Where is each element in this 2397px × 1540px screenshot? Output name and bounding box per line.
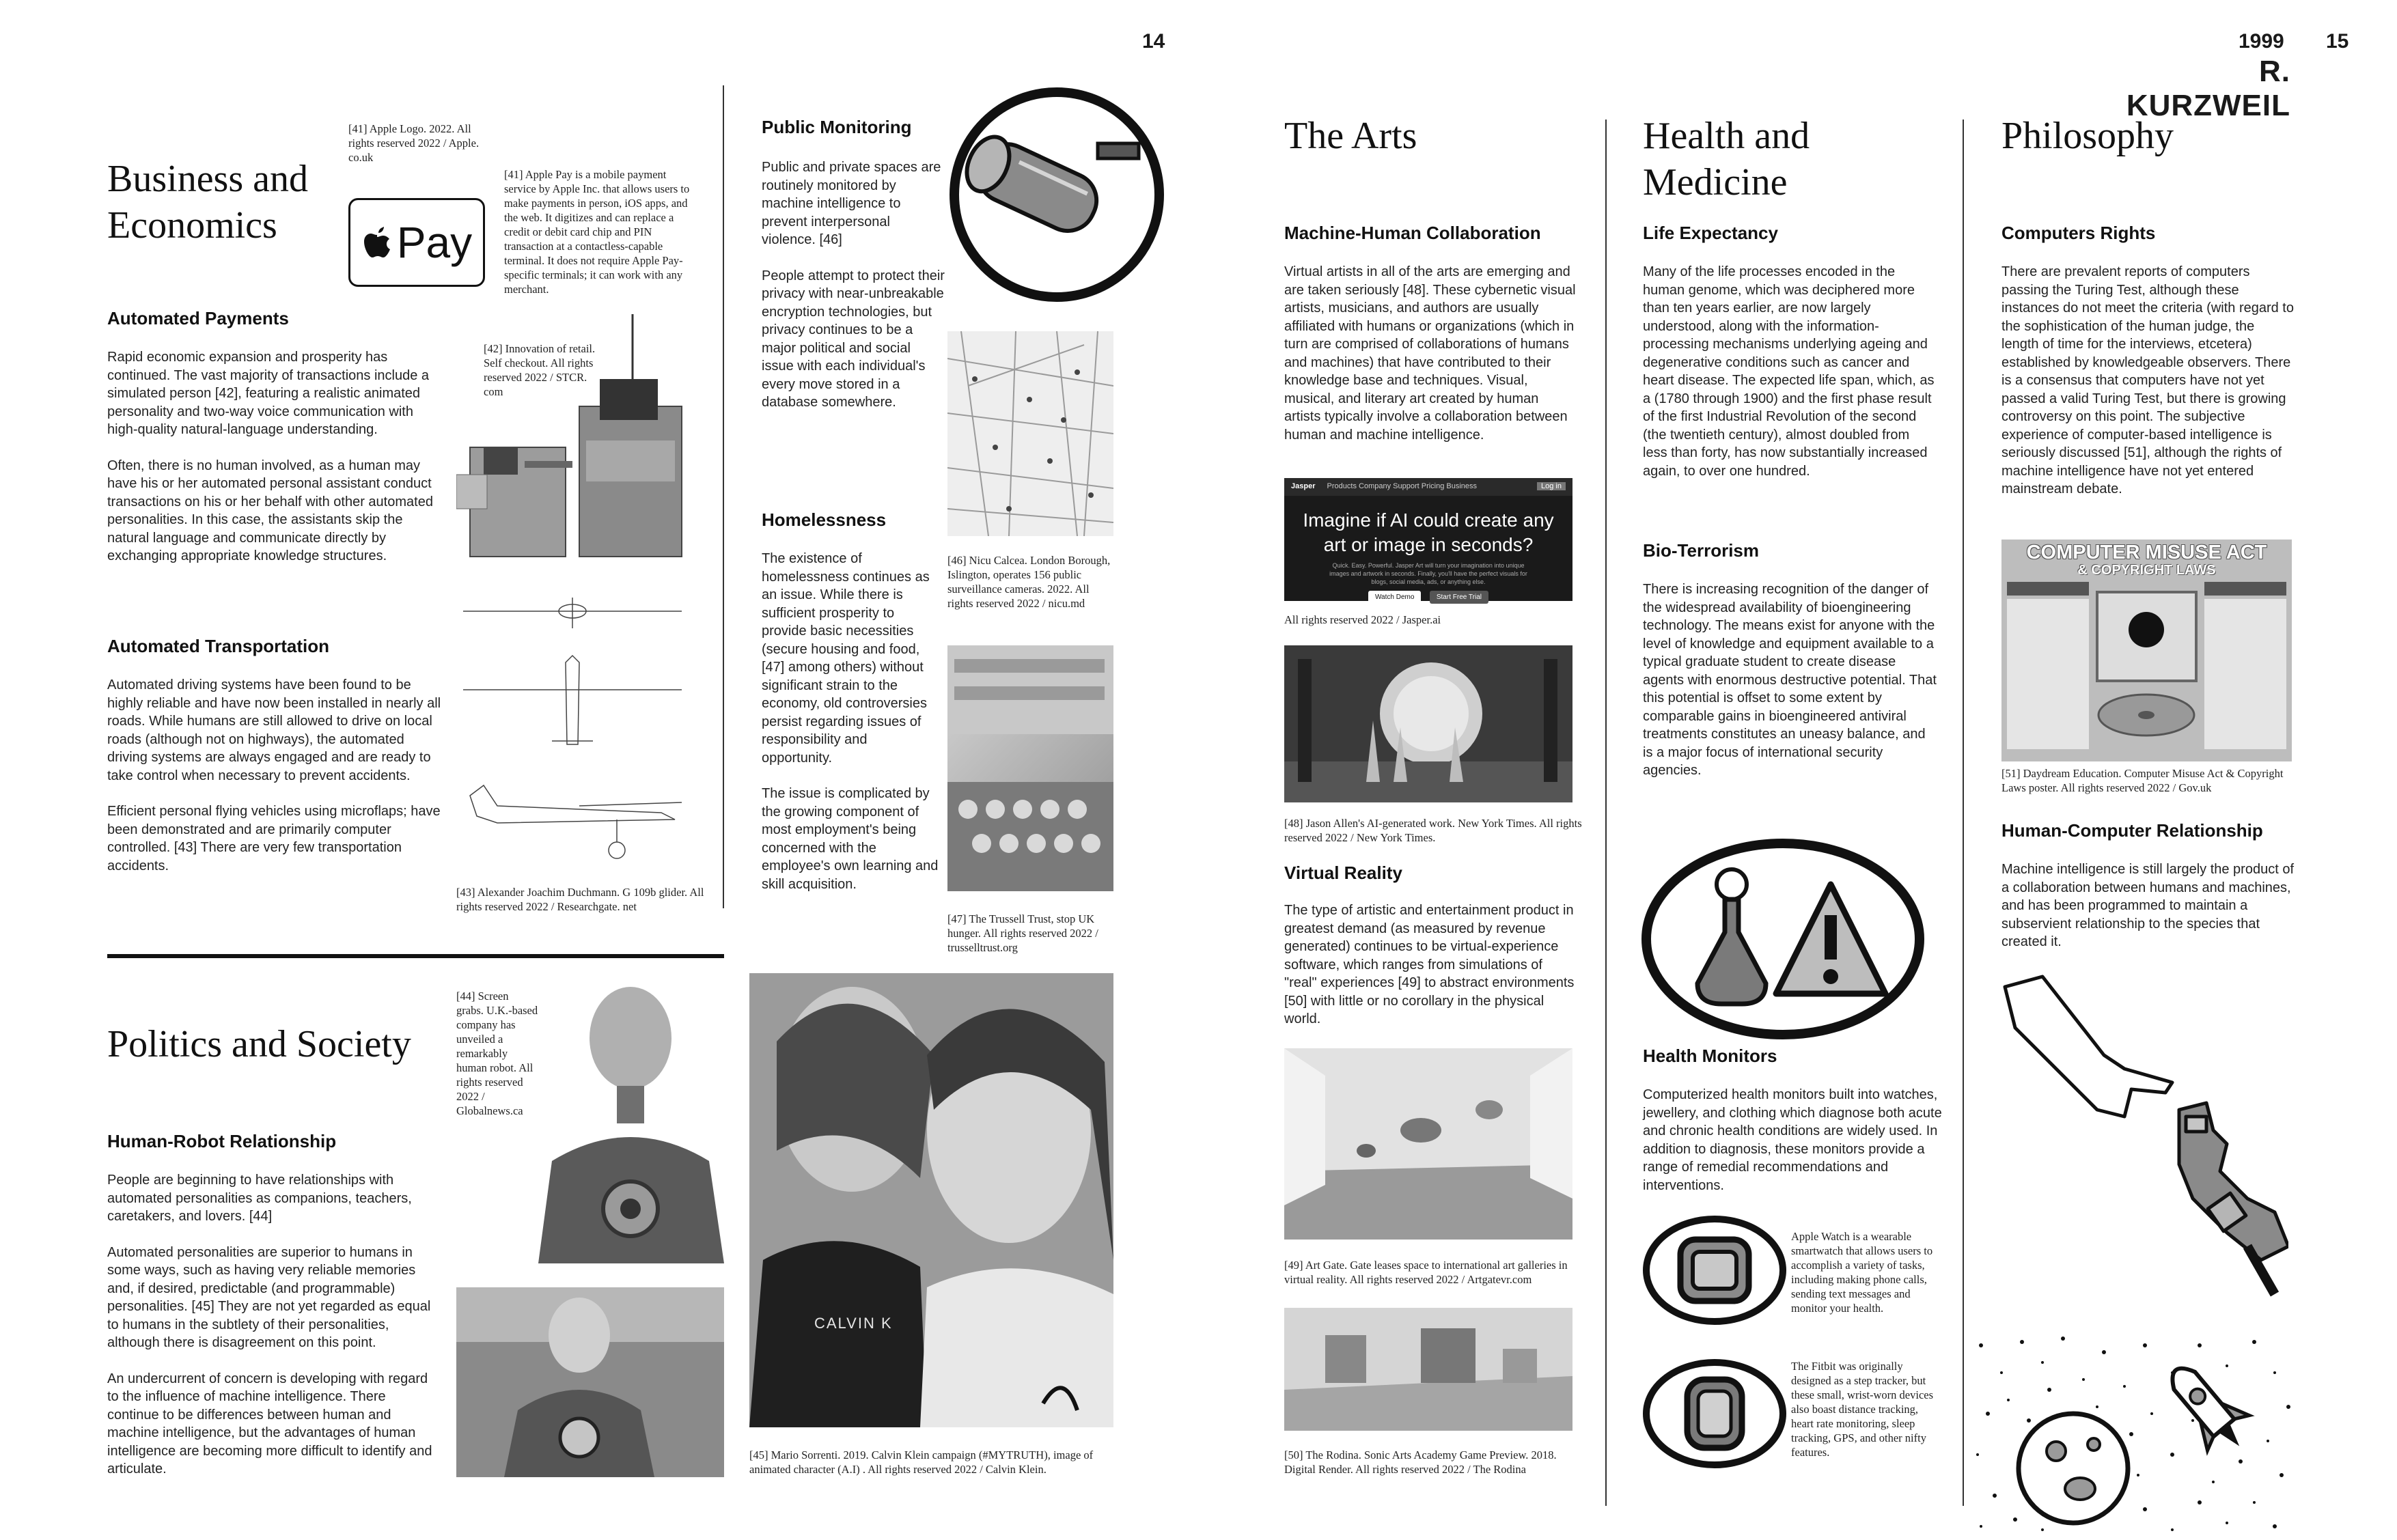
security-camera-icon (947, 85, 1166, 304)
monitoring-paragraph-2: People attempt to protect their privacy with near-unbreakable encryption technologies, but privacy continues to be a major political and social issue with each individual's every move stored in a database somewhere. (762, 268, 945, 410)
poster-subtitle: & COPYRIGHT LAWS (2077, 563, 2216, 578)
apple-pay-text: Pay (396, 218, 473, 267)
shirt-logo-text: CALVIN K (814, 1315, 893, 1332)
glider-caption: [43] Alexander Joachim Duchmann. G 109b glider. All rights reserved 2022 / Researchgate. net (456, 886, 704, 913)
gallery-caption: [49] Art Gate. Gate leases space to international art galleries in virtual reality. All rights reserved 2022 / Artgatevr.com (1284, 1259, 1568, 1286)
payments-text (107, 348, 442, 583)
vr-paragraph: The type of artistic and entertainment product in greatest demand (as measured by revenue generated) continues to be virtual-experience software, which ranges from simulations of "real" experiences [49] to abstract environments [50] with little or no corollary in the physical world. (1284, 903, 1575, 1026)
transport-paragraph-1: Automated driving systems have been found to be highly reliable and have now been installed in nearly all roads. While humans are still allowed to drive on local roads (although not on highways), the automated driving systems are always engaged and are ready to take control when necessary to prevent accidents. (107, 677, 441, 783)
fitbit-caption: The Fitbit was originally designed as a step tracker, but these small, wrist-worn devices also boast distance tracking, heart rate monitoring, sleep tracking, GPS, and other nifty features. (1791, 1360, 1934, 1459)
allen-caption: [48] Jason Allen's AI-generated work. New York Times. All rights reserved 2022 / New York Times. (1284, 817, 1582, 844)
robot-text (107, 1171, 439, 1496)
jasper-screenshot (1284, 478, 1572, 601)
self-checkout-image (456, 311, 692, 563)
monitoring-text (762, 158, 946, 430)
space-rocket-illustration (1967, 1332, 2295, 1537)
life-text (1643, 263, 1937, 498)
jasper-headline: Imagine if AI could create any art or image in seconds? (1303, 509, 1554, 555)
monitoring-heading: Public Monitoring (762, 117, 912, 137)
poster-caption: [51] Daydream Education. Computer Misuse Act & Copyright Laws poster. All rights reserved 2022 / Gov.uk (2001, 767, 2284, 794)
monitoring-paragraph-1: Public and private spaces are routinely monitored by machine intelligence to prevent interpersonal violence. [46] (762, 160, 941, 247)
rights-paragraph: There are prevalent reports of computers passing the Turing Test, although these instances do not meet the criteria (with regard to the sophistication of the human judge, the length of time for the interviews, etcetera) established by knowledgeable observers. There is a consensus that computers have not yet passed a valid Turing Test, but there is growing controversy on this point. The subjective experience of computer-based intelligence is seriously discussed [51], although the rights of machine intelligence have not yet entered mainstream debate. (2001, 264, 2294, 496)
humanoid-robot-photo (456, 983, 724, 1263)
payments-paragraph-2: Often, there is no human involved, as a human may have his or her automated personal assistant conduct transactions on his or her behalf with other automated personalities. In this case, the assistants skip the natural language and communicate directly by exchanging appropriate knowledge structures. (107, 458, 433, 563)
misuse-act-poster (2001, 540, 2292, 761)
divider-health-philosophy (1963, 120, 1964, 1506)
apple-icon (361, 223, 393, 262)
monitors-text (1643, 1086, 1943, 1212)
ai-artwork-photo (1284, 645, 1572, 802)
hcr-heading: Human-Computer Relationship (2001, 820, 2263, 841)
arts-title: The Arts (1284, 115, 1417, 157)
page-number-right: 15 (2326, 30, 2349, 53)
page-number-left: 14 (1142, 30, 1165, 53)
bio-heading: Bio-Terrorism (1643, 540, 1759, 561)
hcr-paragraph: Machine intelligence is still largely the product of a collaboration between humans and machines, and has been programmed to maintain a subservient relationship to the species that created it. (2001, 862, 2294, 949)
surveillance-map (947, 331, 1113, 536)
homelessness-paragraph-2: The issue is complicated by the growing component of most employment's being concerned with the employee's own learning and skill acquisition. (762, 786, 939, 892)
payments-heading: Automated Payments (107, 308, 289, 328)
divider-arts-health (1605, 120, 1607, 1506)
health-title: Health and Medicine (1643, 115, 1810, 204)
poster-title: COMPUTER MISUSE ACT (2026, 542, 2267, 563)
vr-gallery-photo (1284, 1048, 1572, 1240)
glider-drawings (456, 587, 692, 874)
robot-paragraph-1: People are beginning to have relationships with automated personalities as companions, teachers, caretakers, and lovers. [44] (107, 1173, 412, 1224)
jasper-brand: Jasper (1291, 482, 1316, 490)
jasper-trial-button: Start Free Trial (1430, 591, 1488, 604)
rights-heading: Computers Rights (2001, 223, 2156, 243)
calvin-caption: [45] Mario Sorrenti. 2019. Calvin Klein campaign (#MYTRUTH), image of animated character (A.I) . All rights reserved 2022 / Calvin Klein. (749, 1448, 1094, 1476)
collab-paragraph: Virtual artists in all of the arts are emerging and are taken seriously [48]. These cybernetic visual artists, musicians, and authors are usually affiliated with humans or organizations (which in turn are comprised of collaborations of humans and machines) that have contributed to their knowledge base and techniques. Visual, musical, and literary art created by human artists typically involve a collaboration between human and machine intelligence. (1284, 264, 1576, 443)
jasper-tagline: Quick. Easy. Powerful. Jasper Art will turn your imagination into unique images and artwork in seconds. Finally, you'll have the perfect visuals for blogs, social media, ads, or anything else. (1329, 562, 1527, 585)
homelessness-text (762, 550, 939, 911)
homelessness-heading: Homelessness (762, 509, 887, 530)
apple-pay-caption: [41] Apple Pay is a mobile payment service by Apple Inc. that allows users to make payments in person, iOS apps, and the web. It digitizes and can replace a credit or debit card chip and PIN transaction at a contactless-capable terminal. It does not require Apple Pay-specific terminals; it can work with any merchant. (504, 168, 690, 296)
apple-logo-caption: [41] Apple Logo. 2022. All rights reserved 2022 / Apple. co.uk (348, 122, 480, 164)
monitors-paragraph: Computerized health monitors built into watches, jewellery, and clothing which diagnose both acute and chronic health conditions are widely used. In addition to diagnosis, these monitors provide a range of remedial recommendations and interventions. (1643, 1087, 1942, 1193)
fitbit-icon (1639, 1356, 1790, 1472)
collab-heading: Machine-Human Collaboration (1284, 223, 1541, 243)
jasper-nav-links: Products Company Support Pricing Business (1327, 482, 1478, 490)
jasper-login: Log in (1537, 482, 1566, 490)
hcr-text (2001, 860, 2295, 969)
monitors-heading: Health Monitors (1643, 1046, 1777, 1066)
jasper-nav (1284, 478, 1572, 496)
header-year: 1999 (2239, 30, 2284, 53)
biohazard-icon (1639, 837, 1926, 1041)
robot-paragraph-2: Automated personalities are superior to humans in some ways, such as having very reliable memories and, if desired, predictable (and programmable) personalities. [45] They are not yet regarded as equal to humans in the subtlety of their personalities, although there is disagreement on this point. (107, 1244, 431, 1350)
payments-paragraph-1: Rapid economic expansion and prosperity has continued. The vast majority of transactions include a simulated person [42], featuring a realistic animated personality and two-way voice communication with high-quality natural-language understanding. (107, 350, 429, 437)
homelessness-caption: [47] The Trussell Trust, stop UK hunger. All rights reserved 2022 / trusselltrust.org (947, 912, 1098, 954)
collab-text (1284, 263, 1578, 462)
life-heading: Life Expectancy (1643, 223, 1778, 243)
rodina-caption: [50] The Rodina. Sonic Arts Academy Game Preview. 2018. Digital Render. All rights reserved 2022 / The Rodina (1284, 1448, 1557, 1476)
transport-heading: Automated Transportation (107, 636, 330, 656)
life-paragraph: Many of the life processes encoded in the human genome, which was deciphered more than ten years earlier, are now largely understood, along with the information-processing mechanisms underlying ageing and degenerative conditions such as cancer and heart disease. The expected life span, which, as a (1780 through 1900) and the first phase result of the first Industrial Revolution of the second (the twentieth century), almost doubled from less than forty, has now substantially increased again, to over one hundred. (1643, 264, 1935, 479)
rodina-render-photo (1284, 1308, 1572, 1431)
robot-heading: Human-Robot Relationship (107, 1131, 337, 1151)
retail-caption: [42] Innovation of retail. Self checkout. All rights reserved 2022 / STCR. com (484, 342, 596, 398)
vr-text (1284, 901, 1578, 1046)
vr-heading: Virtual Reality (1284, 863, 1402, 883)
homelessness-paragraph-1: The existence of homelessness continues as an issue. While there is sufficient prosperity to provide basic necessities (secure housing and food, [47] among others) without significant strain to the economy, old controversies persist regarding issues of responsibility and opportunity. (762, 551, 930, 766)
business-title: Business and Economics (107, 158, 308, 247)
rights-text (2001, 263, 2295, 516)
transport-text (107, 676, 442, 893)
robot-second-photo (456, 1287, 724, 1477)
bio-paragraph: There is increasing recognition of the danger of the widespread availability of bioengineering technology. The means exist for anyone with the level of knowledge and equipment available to a typical graduate student to create disease agents with enormous destructive potential. That this potential is offset to some extent by comparable gains in bioengineered antiviral treatments constitutes an uneasy balance, and is a major focus of international security agencies. (1643, 582, 1937, 778)
food-bank-photo (947, 645, 1113, 891)
divider-left (723, 85, 724, 908)
smartwatch-icon (1639, 1212, 1790, 1328)
calvin-klein-photo (749, 973, 1113, 1427)
map-caption: [46] Nicu Calcea. London Borough, Islington, operates 156 public surveillance cameras. 2022. All rights reserved 2022 / nicu.md (947, 554, 1111, 610)
apple-pay-logo (348, 198, 485, 287)
section-rule (107, 954, 724, 958)
robot-caption: [44] Screen grabs. U.K.-based company has unveiled a remarkably human robot. All rights reserved 2022 / Globalnews.ca (456, 990, 538, 1117)
jasper-demo-button: Watch Demo (1368, 591, 1421, 604)
philosophy-title: Philosophy (2001, 115, 2174, 157)
watch-caption: Apple Watch is a wearable smartwatch that allows users to accomplish a variety of tasks, including making phone calls, sending text messages and monitor your health. (1791, 1230, 1933, 1315)
robot-paragraph-3: An undercurrent of concern is developing with regard to the influence of machine intelligence. There continue to be differences between human and machine intelligence, but the advantages of human intelligence are becoming more difficult to identify and articulate. (107, 1371, 432, 1476)
politics-title: Politics and Society (107, 1023, 411, 1065)
header-author: R. KURZWEIL (2126, 55, 2290, 122)
transport-paragraph-2: Efficient personal flying vehicles using microflaps; have been demonstrated and are primarily computer controlled. [43] There are very few transportation accidents. (107, 804, 441, 873)
hands-illustration (2001, 973, 2288, 1308)
jasper-caption: All rights reserved 2022 / Jasper.ai (1284, 613, 1441, 626)
bio-text (1643, 580, 1937, 798)
